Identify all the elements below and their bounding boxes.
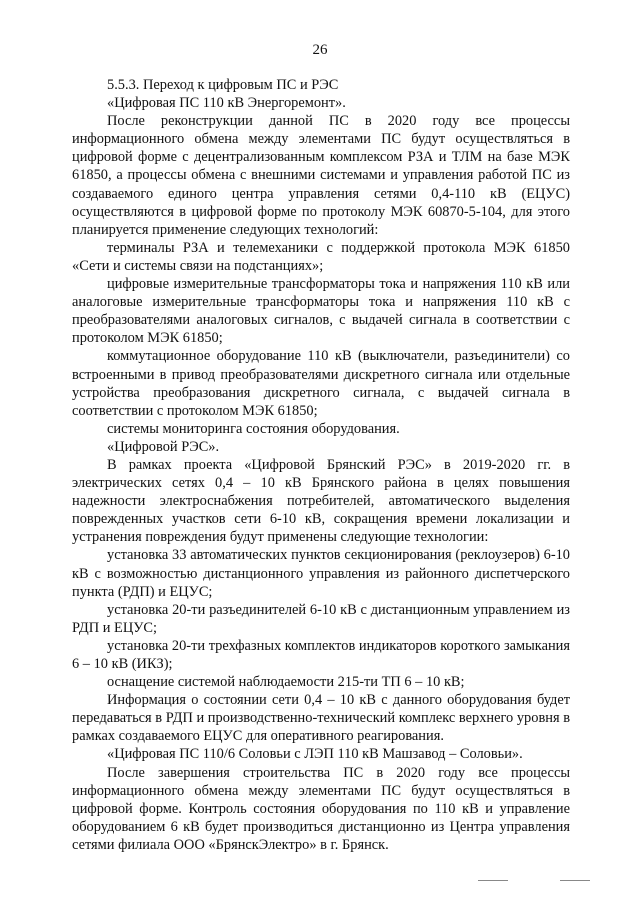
- list-item-monitoring-systems: системы мониторинга состояния оборудования.: [107, 420, 400, 437]
- paragraph-energoremont-intro: После реконструкции данной ПС в 2020 году все процессы информационного обмена между элементами ПС будут осуществляться в цифровой форме с децентрализованным комплексом РЗА и ТЛМ на базе МЭК 61850, а процессы обмена с внешними системами и управления работой ПС из создаваемого единого центра управления сетями 0,4-110 кВ (ЕЦУС) осуществляются в цифровой форме по протоколу МЭК 60870-5-104, для этого планируется применение следующих технологий:: [72, 113, 570, 238]
- list-item-fault-indicators: установка 20-ти трехфазных комплектов индикаторов короткого замыкания 6 – 10 кВ (ИКЗ);: [72, 637, 570, 672]
- page-number: 26: [312, 42, 328, 58]
- list-item-measuring-transformers: цифровые измерительные трансформаторы тока и напряжения 110 кВ или аналоговые измерительные трансформаторы тока и напряжения 110 кВ с преобразователями аналоговых сигналов, с выдачей сигнала в соответствии с протоколом МЭК 61850;: [72, 276, 570, 347]
- subsection-title-energoremont: «Цифровая ПС 110 кВ Энергоремонт».: [107, 95, 346, 112]
- list-item-disconnectors: установка 20-ти разъединителей 6-10 кВ с дистанционным управлением из РДП и ЕЦУС;: [72, 601, 570, 636]
- paragraph-solovyi: После завершения строительства ПС в 2020 году все процессы информационного обмена между элементами ПС будут осуществляться в цифровой форме. Контроль состояния оборудования по 110 кВ и управление оборудованием 6 кВ будет производиться дистанционно из Центра управления сетями филиала ООО «БрянскЭлектро» в г. Брянск.: [72, 764, 570, 853]
- list-item-rza-terminals: терминалы РЗА и телемеханики с поддержкой протокола МЭК 61850 «Сети и системы связи на подстанциях»;: [72, 239, 570, 274]
- section-heading: 5.5.3. Переход к цифровым ПС и РЭС: [107, 77, 339, 93]
- paragraph-digital-res-intro: В рамках проекта «Цифровой Брянский РЭС» в 2019-2020 гг. в электрических сетях 0,4 – 10 кВ Брянского района в целях повышения надежности электроснабжения потребителей, автоматического выделения поврежденных участков сети 6-10 кВ, сокращения времени локализации и устранения повреждения будут применены следующие технологии:: [72, 456, 570, 546]
- subsection-title-solovyi: «Цифровая ПС 110/6 Соловьи с ЛЭП 110 кВ Машзавод – Соловьи».: [107, 746, 523, 763]
- list-item-observability: оснащение системой наблюдаемости 215-ти ТП 6 – 10 кВ;: [107, 674, 465, 691]
- footer-rule-right: [560, 880, 590, 881]
- list-item-switching-equipment: коммутационное оборудование 110 кВ (выключатели, разъединители) со встроенными в привод преобразователями дискретного сигнала или отдельные устройства преобразования дискретного сигнала, с выдачей сигнала в соответствии с протоколом МЭК 61850;: [72, 348, 570, 419]
- list-item-reclosers: установка 33 автоматических пунктов секционирования (реклоузеров) 6-10 кВ с возможностью дистанционного управления из районного диспетчерского пункта (РДП) и ЕЦУС;: [72, 547, 570, 600]
- document-body: [72, 76, 570, 854]
- footer-rule-left: [478, 880, 508, 881]
- subsection-title-digital-res: «Цифровой РЭС».: [107, 438, 220, 455]
- paragraph-network-information: Информация о состоянии сети 0,4 – 10 кВ с данного оборудования будет передаваться в РДП и производственно-технический комплекс верхнего уровня в рамках создаваемого ЕЦУС для оперативного реагирования.: [72, 692, 570, 745]
